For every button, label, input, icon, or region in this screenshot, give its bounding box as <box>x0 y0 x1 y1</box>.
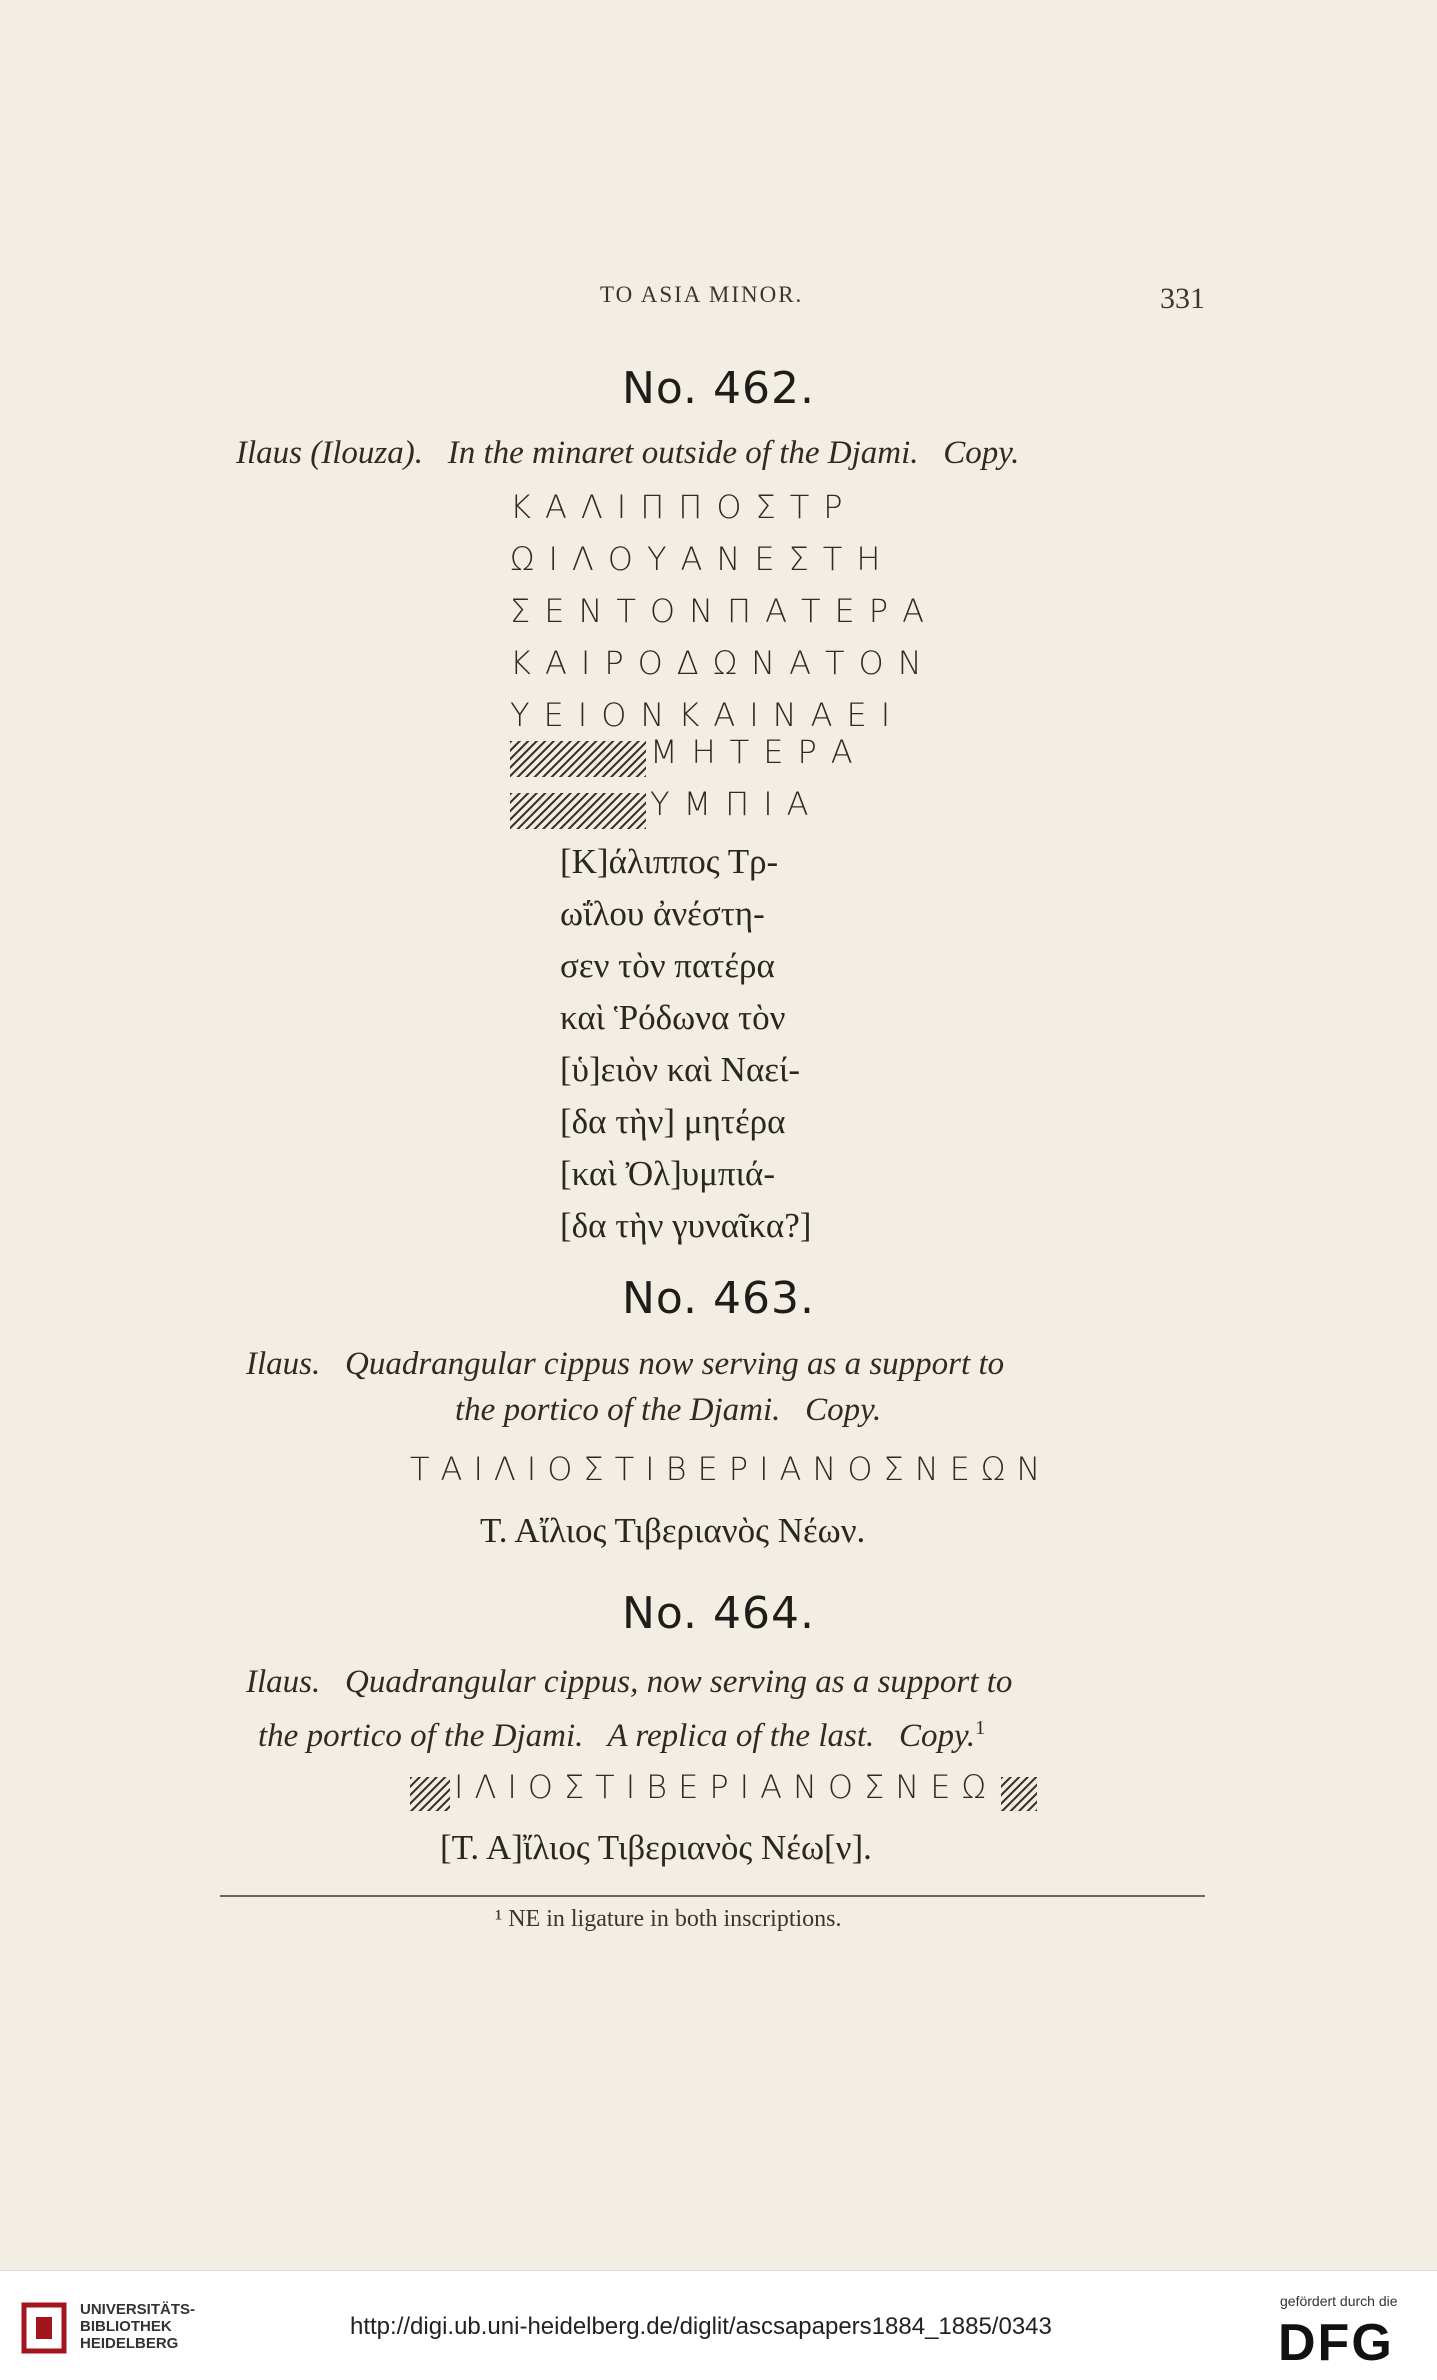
inscription-462-line-4: ΚΑΙΡΟΔΩΝΑΤΟΝ <box>510 644 936 682</box>
digitization-footer <box>0 2270 1437 2380</box>
transcription-462-line-6: [δα τὴν] μητέρα <box>560 1102 786 1141</box>
transcription-462-line-7: [καὶ Ὀλ]υμπιά- <box>560 1154 775 1193</box>
footnote: ¹ NE in ligature in both inscriptions. <box>495 1906 842 1932</box>
transcription-462-line-3: σεν τὸν πατέρα <box>560 946 775 985</box>
lacuna-hatch <box>510 741 646 777</box>
inscription-462-line-7-text: ΥΜΠΙΑ <box>650 785 823 823</box>
transcription-462-line-8: [δα τὴν γυναῖκα?] <box>560 1206 812 1245</box>
library-name-line-1: UNIVERSITÄTS- <box>80 2301 196 2318</box>
transcription-462-line-2: ωΐλου ἀνέστη- <box>560 894 765 933</box>
university-library-logo-icon <box>18 2297 70 2357</box>
inscription-462-line-5: ΥΕΙΟΝΚΑΙΝΑΕΙ <box>510 696 905 734</box>
inscription-464 <box>410 1768 1037 1811</box>
transcription-464: [Τ. Α]ἴλιος Τιβεριανὸς Νέω[ν]. <box>440 1828 872 1867</box>
inscription-463: ΤΑΙΛΙΟΣΤΙΒΕΡΙΑΝΟΣΝΕΩΝ <box>410 1450 1052 1488</box>
page-number: 331 <box>1160 282 1205 315</box>
entry-463-description-2: the portico of the Djami. Copy. <box>455 1392 882 1428</box>
inscription-462-line-2: ΩΙΛΟΥΑΝΕΣΤΗ <box>510 540 895 578</box>
lacuna-hatch <box>1001 1777 1037 1811</box>
lacuna-hatch <box>510 793 646 829</box>
footnote-rule <box>220 1895 1205 1897</box>
library-name-line-2: BIBLIOTHEK <box>80 2318 172 2335</box>
entry-464-description-2 <box>258 1705 985 1759</box>
library-name <box>80 2301 195 2352</box>
transcription-462-line-4: καὶ Ῥόδωνα τὸν <box>560 998 786 1037</box>
footnote-marker: 1 <box>975 1717 986 1739</box>
dfg-logo: DFG <box>1278 2314 1394 2372</box>
entry-464-description-1: Ilaus. Quadrangular cippus, now serving as a support to <box>246 1664 1013 1700</box>
entry-462-description: Ilaus (Ilouza). In the minaret outside of the Djami. Copy. <box>236 435 1020 471</box>
inscription-462-line-1: ΚΑΛΙΠΠΟΣΤΡ <box>510 488 857 526</box>
transcription-463: Τ. Αἴλιος Τιβεριανὸς Νέων. <box>480 1511 866 1550</box>
inscription-464-text: ΙΛΙΟΣΤΙΒΕΡΙΑΝΟΣΝΕΩ <box>454 1768 997 1806</box>
entry-463-title: No. 463. <box>621 1273 815 1324</box>
inscription-462-line-3: ΣΕΝΤΟΝΠΑΤΕΡΑ <box>510 592 938 630</box>
library-name-line-3: HEIDELBERG <box>80 2335 179 2352</box>
inscription-462-line-6 <box>510 733 867 777</box>
inscription-462-line-6-text: ΜΗΤΕΡΑ <box>650 733 867 771</box>
entry-463-description-1: Ilaus. Quadrangular cippus now serving as a support to <box>246 1346 1005 1382</box>
source-url-link[interactable]: http://digi.ub.uni-heidelberg.de/diglit/ascsapapers1884_1885/0343 <box>350 2313 1052 2340</box>
lacuna-hatch <box>410 1777 450 1811</box>
entry-464-title: No. 464. <box>621 1588 815 1639</box>
transcription-462-line-1: [Κ]άλιππος Τρ- <box>560 842 779 881</box>
running-head: TO ASIA MINOR. <box>600 282 804 307</box>
inscription-462-line-7 <box>510 785 823 829</box>
funding-note: gefördert durch die <box>1280 2293 1398 2309</box>
entry-462-title: No. 462. <box>621 363 815 414</box>
transcription-462-line-5: [ὑ]ειὸν καὶ Ναεί- <box>560 1050 801 1089</box>
entry-464-description-2-text: the portico of the Djami. A replica of the last. Copy. <box>258 1718 976 1754</box>
